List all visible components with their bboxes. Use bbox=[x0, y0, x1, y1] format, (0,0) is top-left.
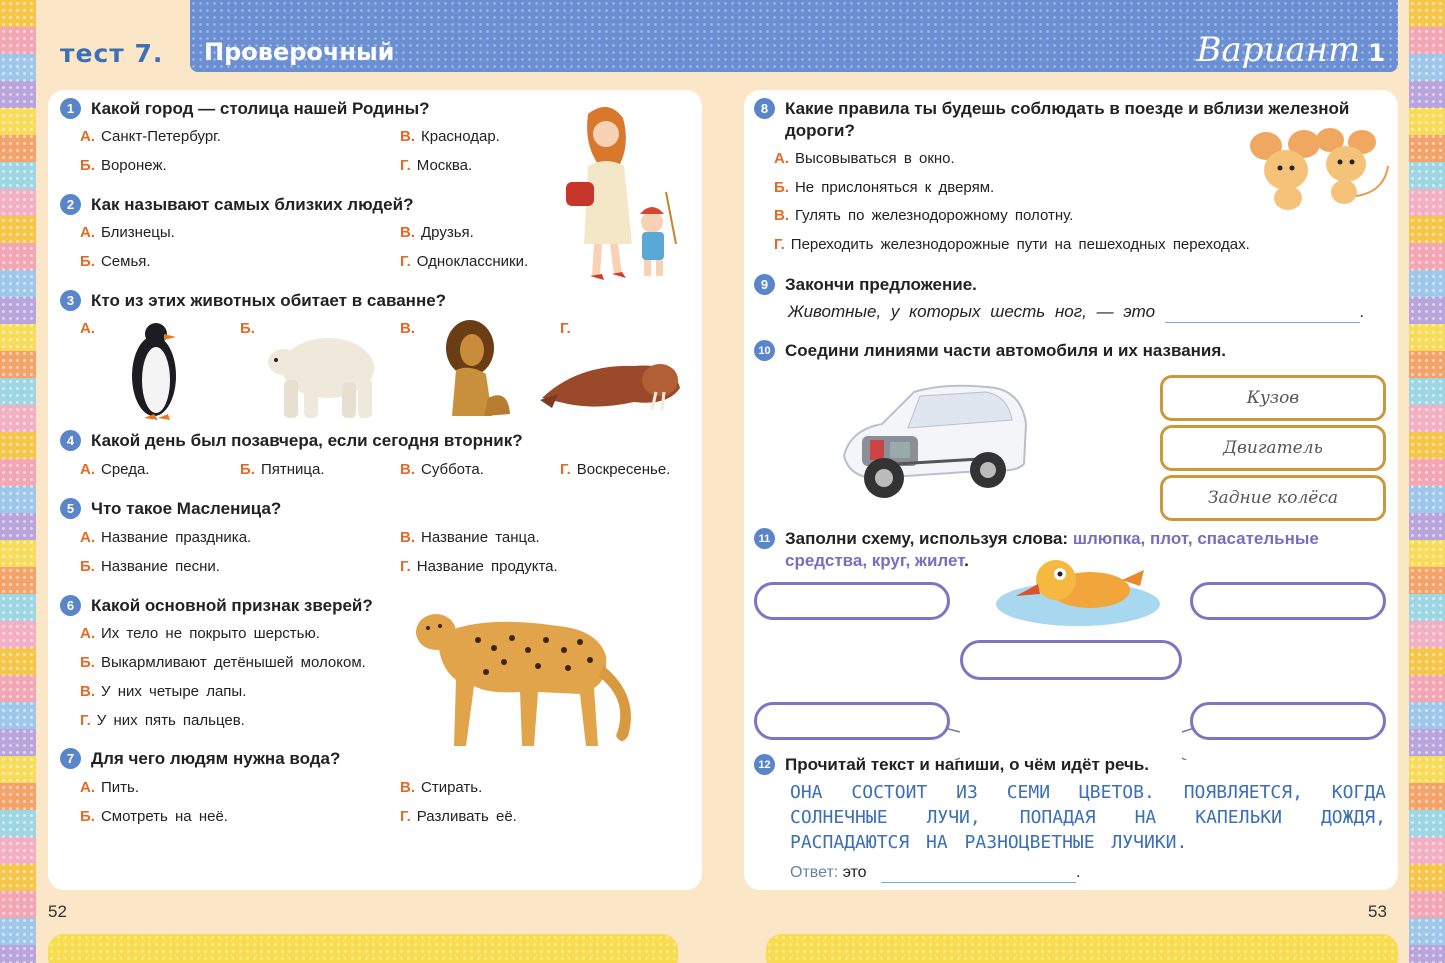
option-v[interactable] bbox=[774, 207, 1073, 224]
option-text: Суббота. bbox=[421, 461, 484, 478]
answer-end: . bbox=[1076, 864, 1081, 881]
option-v[interactable] bbox=[400, 320, 421, 337]
option-g[interactable] bbox=[560, 320, 577, 337]
option-a[interactable] bbox=[80, 128, 221, 145]
decorative-stripe-left bbox=[0, 0, 36, 963]
car-label-engine[interactable]: Двигатель bbox=[1160, 425, 1386, 471]
answer-label: Ответ: bbox=[790, 864, 839, 881]
option-letter: А. bbox=[80, 224, 95, 241]
option-text: Пятница. bbox=[260, 461, 325, 478]
option-letter: Б. bbox=[240, 320, 255, 337]
schema-box-center[interactable] bbox=[960, 640, 1182, 680]
option-letter: Г. bbox=[774, 236, 785, 253]
option-a[interactable] bbox=[80, 625, 320, 642]
option-text: Название праздника. bbox=[101, 529, 252, 546]
question-text: Какой день был позавчера, если сегодня вторник? bbox=[91, 430, 523, 450]
option-g[interactable] bbox=[400, 558, 558, 575]
question-3 bbox=[60, 290, 446, 311]
question-number: 2 bbox=[60, 194, 81, 215]
walrus-image bbox=[538, 344, 686, 414]
question-text: Какой основной признак зверей? bbox=[91, 595, 373, 615]
variant-word: Вариант bbox=[1196, 30, 1361, 70]
option-letter: Г. bbox=[560, 320, 571, 337]
option-letter: Б. bbox=[80, 157, 95, 174]
option-text: Название продукта. bbox=[416, 558, 558, 575]
leopard-image bbox=[408, 596, 650, 752]
option-text: Смотреть на неё. bbox=[100, 808, 228, 825]
option-text: Воронеж. bbox=[100, 157, 167, 174]
option-v[interactable] bbox=[400, 529, 540, 546]
option-text: Гулять по железнодорожному полотну. bbox=[795, 207, 1074, 224]
polar-bear-image bbox=[262, 322, 378, 422]
option-text: Воскресенье. bbox=[576, 461, 671, 478]
option-g[interactable] bbox=[400, 808, 517, 825]
question-text-line2: дороги? bbox=[785, 121, 855, 140]
question-text: Заполни схему, используя слова: bbox=[785, 529, 1069, 548]
option-b[interactable] bbox=[80, 808, 228, 825]
question-text: Что такое Масленица? bbox=[91, 498, 282, 518]
question-text: Как называют самых близких людей? bbox=[91, 194, 414, 214]
penguin-image bbox=[124, 318, 184, 422]
schema-box-bottom-right[interactable] bbox=[1190, 702, 1386, 740]
option-v[interactable] bbox=[400, 461, 484, 478]
question-text: Кто из этих животных обитает в саванне? bbox=[91, 290, 447, 310]
option-letter: Г. bbox=[400, 253, 411, 270]
option-letter: В. bbox=[400, 128, 415, 145]
question-6 bbox=[60, 595, 373, 616]
question-1 bbox=[60, 98, 430, 119]
schema-box-bottom-left[interactable] bbox=[754, 702, 950, 740]
question-number: 8 bbox=[754, 98, 775, 119]
question-number: 3 bbox=[60, 290, 81, 311]
car-illustration bbox=[836, 378, 1036, 508]
option-text: Среда. bbox=[101, 461, 150, 478]
question-9 bbox=[754, 274, 977, 295]
option-text: Одноклассники. bbox=[416, 253, 529, 270]
question-number: 6 bbox=[60, 595, 81, 616]
test-label-area bbox=[36, 24, 190, 82]
question-number: 1 bbox=[60, 98, 81, 119]
option-b[interactable] bbox=[80, 157, 167, 174]
option-text: Название танца. bbox=[421, 529, 540, 546]
question-end: . bbox=[964, 551, 969, 570]
answer-blank[interactable] bbox=[1165, 302, 1360, 323]
option-a[interactable] bbox=[80, 461, 149, 478]
option-v[interactable] bbox=[80, 683, 246, 700]
option-letter: Б. bbox=[774, 179, 789, 196]
option-g[interactable] bbox=[400, 157, 472, 174]
question-number: 11 bbox=[754, 528, 775, 549]
mother-and-child-illustration bbox=[548, 104, 688, 282]
option-a[interactable] bbox=[80, 529, 251, 546]
page-title: Проверочный bbox=[204, 38, 395, 66]
right-page bbox=[744, 90, 1398, 890]
bottom-decorative-bar-left bbox=[48, 934, 678, 963]
option-g[interactable] bbox=[80, 712, 245, 729]
question-number: 5 bbox=[60, 498, 81, 519]
option-letter: Б. bbox=[80, 558, 95, 575]
option-b[interactable] bbox=[240, 320, 261, 337]
option-a[interactable] bbox=[80, 224, 175, 241]
option-letter: А. bbox=[774, 150, 789, 167]
option-letter: Г. bbox=[400, 558, 411, 575]
question-5 bbox=[60, 498, 281, 519]
option-a[interactable] bbox=[80, 320, 101, 337]
option-text: Высовываться в окно. bbox=[795, 150, 955, 167]
option-letter: Г. bbox=[560, 461, 571, 478]
option-text: Близнецы. bbox=[101, 224, 175, 241]
option-letter: Б. bbox=[80, 808, 95, 825]
page-number-left: 52 bbox=[48, 902, 67, 921]
variant-label bbox=[1196, 30, 1385, 70]
option-text: Переходить железнодорожные пути на пешеходных переходах. bbox=[790, 236, 1250, 253]
bottom-decorative-bar-right bbox=[766, 934, 1398, 963]
option-letter: Б. bbox=[80, 654, 95, 671]
option-text: Название песни. bbox=[100, 558, 220, 575]
option-letter: А. bbox=[80, 461, 95, 478]
option-b[interactable] bbox=[80, 558, 220, 575]
question-number: 9 bbox=[754, 274, 775, 295]
question-4 bbox=[60, 430, 523, 451]
option-letter: А. bbox=[80, 779, 95, 796]
question-text: Прочитай текст и напиши, о чём идёт речь. bbox=[785, 754, 1150, 774]
answer-row bbox=[790, 864, 1080, 883]
question-text: Какой город — столица нашей Родины? bbox=[91, 98, 430, 118]
left-page bbox=[48, 90, 702, 890]
option-text: Санкт-Петербург. bbox=[101, 128, 221, 145]
option-text: Стирать. bbox=[421, 779, 483, 796]
option-letter: А. bbox=[80, 128, 95, 145]
option-letter: В. bbox=[774, 207, 789, 224]
option-letter: Г. bbox=[80, 712, 91, 729]
option-g[interactable] bbox=[560, 461, 670, 478]
sentence-to-complete bbox=[788, 302, 1365, 323]
option-text: Пить. bbox=[101, 779, 140, 796]
question-text: Соедини линиями части автомобиля и их названия. bbox=[785, 340, 1227, 360]
option-text: Семья. bbox=[100, 253, 151, 270]
word-list-line1: шлюпка, плот, спасательные bbox=[1072, 529, 1319, 548]
question-number: 12 bbox=[754, 754, 775, 775]
option-letter: А. bbox=[80, 320, 95, 337]
question-text: Закончи предложение. bbox=[785, 274, 977, 294]
option-b[interactable] bbox=[80, 253, 151, 270]
question-number: 7 bbox=[60, 748, 81, 769]
sentence-text: Животные, у которых шесть ног, — это bbox=[788, 302, 1156, 321]
car-label-rear-wheels[interactable]: Задние колёса bbox=[1160, 475, 1386, 521]
option-letter: А. bbox=[80, 625, 95, 642]
option-v[interactable] bbox=[400, 128, 500, 145]
option-text: Не прислоняться к дверям. bbox=[794, 179, 995, 196]
option-text: Краснодар. bbox=[421, 128, 500, 145]
answer-prefix: это bbox=[842, 864, 867, 881]
option-v[interactable] bbox=[400, 224, 474, 241]
option-a[interactable] bbox=[80, 779, 139, 796]
question-text: Для чего людям нужна вода? bbox=[91, 748, 341, 768]
question-7 bbox=[60, 748, 340, 769]
variant-number: 1 bbox=[1368, 39, 1385, 67]
question-2 bbox=[60, 194, 413, 215]
option-letter: Б. bbox=[240, 461, 255, 478]
car-label-body[interactable]: Кузов bbox=[1160, 375, 1386, 421]
option-text: У них пять пальцев. bbox=[96, 712, 245, 729]
option-a[interactable] bbox=[774, 150, 955, 167]
schema-box-top-left[interactable] bbox=[754, 582, 950, 620]
question-text-line1: Какие правила ты будешь соблюдать в поезде и вблизи железной bbox=[785, 99, 1350, 118]
lion-image bbox=[440, 318, 520, 422]
option-letter: Г. bbox=[400, 808, 411, 825]
option-text: Москва. bbox=[416, 157, 473, 174]
decorative-stripe-right bbox=[1409, 0, 1445, 963]
option-b[interactable] bbox=[240, 461, 325, 478]
option-text: Выкармливают детёнышей молоком. bbox=[100, 654, 366, 671]
option-text: Разливать её. bbox=[416, 808, 517, 825]
answer-blank[interactable] bbox=[881, 864, 1076, 883]
question-12 bbox=[754, 754, 1149, 775]
option-letter: Б. bbox=[80, 253, 95, 270]
option-g[interactable] bbox=[774, 236, 1250, 253]
question-number: 10 bbox=[754, 340, 775, 361]
option-letter: В. bbox=[400, 529, 415, 546]
sentence-end: . bbox=[1360, 302, 1365, 321]
option-text: У них четыре лапы. bbox=[101, 683, 247, 700]
option-letter: В. bbox=[400, 461, 415, 478]
option-letter: В. bbox=[400, 779, 415, 796]
page-number-right: 53 bbox=[1368, 902, 1387, 921]
question-10 bbox=[754, 340, 1226, 361]
schema-box-top-right[interactable] bbox=[1190, 582, 1386, 620]
option-b[interactable] bbox=[774, 179, 994, 196]
option-letter: А. bbox=[80, 529, 95, 546]
option-b[interactable] bbox=[80, 654, 366, 671]
option-letter: В. bbox=[400, 320, 415, 337]
option-letter: В. bbox=[80, 683, 95, 700]
option-text: Друзья. bbox=[421, 224, 474, 241]
option-letter: Г. bbox=[400, 157, 411, 174]
test-label: тест 7. bbox=[60, 38, 164, 68]
option-g[interactable] bbox=[400, 253, 528, 270]
question-number: 4 bbox=[60, 430, 81, 451]
mice-illustration bbox=[1244, 126, 1390, 220]
word-list-line2: средства, круг, жилет bbox=[785, 551, 965, 570]
option-letter: В. bbox=[400, 224, 415, 241]
option-text: Их тело не покрыто шерстью. bbox=[101, 625, 320, 642]
riddle-text: ОНА СОСТОИТ ИЗ СЕМИ ЦВЕТОВ. ПОЯВЛЯЕТСЯ, КОГДА СОЛНЕЧНЫЕ ЛУЧИ, ПОПАДАЯ НА КАПЕЛЬКИ ДОЖДЯ, РАСПАДАЮТСЯ НА РАЗНОЦВЕТНЫЕ ЛУЧИКИ. bbox=[790, 782, 1386, 853]
option-v[interactable] bbox=[400, 779, 482, 796]
